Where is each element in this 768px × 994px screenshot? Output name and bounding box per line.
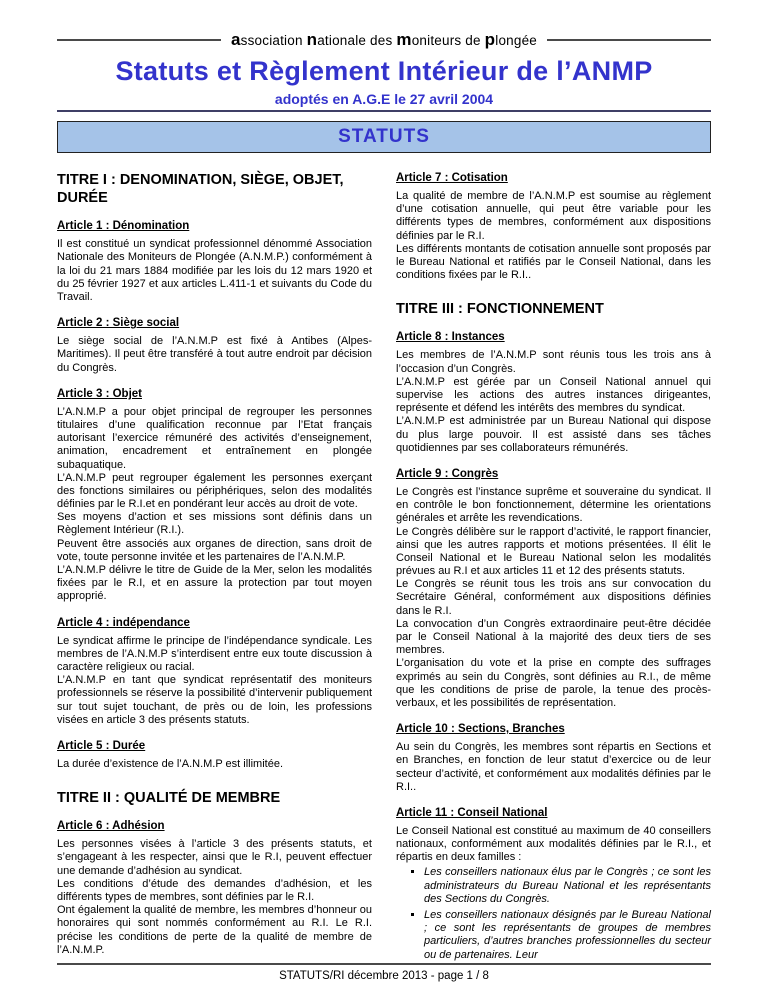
article-heading: Article 10 : Sections, Branches: [396, 723, 565, 736]
paragraph: [396, 825, 711, 865]
paragraph-line: Peuvent être associés aux organes de direction, sans droit de vote, toute personne invitée et les partenaires de l’A.N.M.P.: [57, 537, 372, 563]
article-heading: Article 7 : Cotisation: [396, 172, 508, 184]
paragraph-line: La convocation d’un Congrès extraordinaire peut-être décidée par le Conseil National à la majorité des deux tiers de ses membres.: [396, 617, 711, 657]
right-column: [396, 169, 711, 965]
paragraph: [396, 190, 711, 282]
paragraph-line: Il est constitué un syndicat professionnel dénommé Association Nationale des Moniteurs de Plongée (A.N.M.P.) conformément à la loi du 21 mars 1884 modifiée par les lois du 12 mars 1920 et du 25 février 1927 et aux articles L.411-1 et suivants du Code du Travail.: [57, 238, 372, 303]
bullet-list: [396, 866, 711, 961]
paragraph-line: L’A.N.M.P peut regrouper également les personnes exerçant des fonctions similaires ou périphériques, selon des modalités définies par le R.I.et en pondérant leur accès au droit de vote.: [57, 471, 372, 511]
org-lead-letter: n: [306, 30, 318, 49]
paragraph-line: Les membres de l’A.N.M.P sont réunis tous les trois ans à l’occasion d’un Congrès.: [396, 349, 711, 375]
paragraph-line: Le Conseil National est constitué au maximum de 40 conseillers nationaux, conformément aux modalités définies par le R.I., et répartis en deux familles :: [396, 824, 711, 864]
article-heading: Article 4 : indépendance: [57, 616, 190, 629]
org-lead-letter: a: [230, 30, 241, 49]
paragraph-line: L’A.N.M.P délivre le titre de Guide de la Mer, selon les modalités fixées par le R.I, et en assure la protection par tout moyen approprié.: [57, 564, 372, 603]
paragraph-line: Le Congrès délibère sur le rapport d’activité, le rapport financier, ainsi que les autres rapports et motions présentées. Il élit le Conseil National et le Bureau National selon les modalités prévues au R.I et aux articles 11 et 12 des présents statuts.: [396, 525, 711, 578]
page-footer: [57, 963, 711, 982]
subtitle-rule: [57, 91, 711, 112]
paragraph-line: L’organisation du vote et la prise en compte des suffrages exprimés au sein du Congrès, sont définies au R.I., de même que les conditions de prise de parole, la tenue des procès-verbaux, et les possibilités de représentation.: [396, 657, 711, 709]
paragraph-line: Le Congrès se réunit tous les trois ans sur convocation du Secrétaire Général, conformément aux dispositions définies dans le R.I.: [396, 578, 711, 617]
footer-text: STATUTS/RI décembre 2013 - page 1 / 8: [279, 970, 489, 982]
paragraph-line: Les personnes visées à l’article 3 des présents statuts, et s’engageant à les respecter, ainsi que le R.I, peuvent effectuer une demande d’adhésion au syndicat.: [57, 838, 372, 877]
bullet-item: ▪ Les conseillers nationaux élus par le Congrès ; ce sont les administrateurs du Bureau National et les représentants des Sections du Congrès.: [424, 866, 711, 906]
org-lead-letter: p: [484, 30, 496, 49]
article-heading: Article 9 : Congrès: [396, 467, 499, 480]
org-lead-letter: m: [396, 30, 412, 49]
org-title: association nationale des moniteurs de plongée: [230, 30, 538, 49]
paragraph-line: Le siège social de l’A.N.M.P est fixé à Antibes (Alpes-Maritimes). Il peut être transféré à tout autre endroit par décision du Congrès.: [57, 335, 372, 374]
left-column: [57, 169, 372, 965]
paragraph-line: L’A.N.M.P est gérée par un Conseil National annuel qui supervise les actions des autres instances dirigeantes, représente et défend les intérêts des membres du syndicat.: [396, 375, 711, 415]
paragraph: [396, 349, 711, 455]
paragraph-line: Les différents montants de cotisation annuelle sont proposés par le Bureau National et ratifiés par le Conseil National, dans les conditions fixées par le R.I..: [396, 242, 711, 282]
article-heading: Article 5 : Durée: [57, 739, 146, 752]
paragraph: [57, 838, 372, 957]
paragraph-line: La qualité de membre de l’A.N.M.P est soumise au règlement d’une cotisation annuelle, qui peut être variable pour les différents types de membres, conformément aux dispositions définies par le R.I.: [396, 190, 711, 242]
article-heading: Article 6 : Adhésion: [57, 820, 165, 833]
org-rule-right: [547, 39, 711, 41]
org-line: [57, 30, 711, 50]
article-heading: Article 8 : Instances: [396, 331, 505, 344]
paragraph-line: L’A.N.M.P a pour objet principal de regrouper les personnes titulaires d’une qualification reconnue par l’Etat français autorisant l’exercice rémunéré des activités d’enseignement, animation, encadrement et entraînement en plongée subaquatique.: [57, 405, 372, 471]
paragraph-line: Les conditions d’étude des demandes d’adhésion, et les différents types de membres, sont définies par le R.I.: [57, 877, 372, 903]
title-heading: TITRE II : QUALITÉ DE MEMBRE: [57, 790, 281, 807]
paragraph: [57, 758, 372, 771]
content-columns: [57, 169, 711, 965]
paragraph-line: L’A.N.M.P en tant que syndicat représentatif des moniteurs professionnels se réserve la possibilité d’intervenir publiquement sur tout sujet touchant, de près ou de loin, les professions visées en article 3 des présents statuts.: [57, 674, 372, 726]
paragraph-line: L’A.N.M.P est administrée par un Bureau National qui dispose du plus large pouvoir. Il est assisté dans ses tâches quotidiennes par ses collaborateurs rémunérés.: [396, 415, 711, 454]
paragraph: [57, 406, 372, 604]
paragraph: [57, 335, 372, 375]
org-rule-left: [57, 39, 221, 41]
paragraph: [57, 635, 372, 727]
article-heading: Article 11 : Conseil National: [396, 806, 548, 819]
paragraph-line: Ont également la qualité de membre, les membres d’honneur ou honoraires qui sont nommés conformément au R.I. Le R.I. précise les conditions de perte de la qualité de membre de l’A.N.M.P.: [57, 904, 372, 956]
article-heading: Article 2 : Siège social: [57, 317, 180, 330]
article-heading: Article 3 : Objet: [57, 387, 142, 400]
paragraph-line: Au sein du Congrès, les membres sont répartis en Sections et en Branches, en fonction de leur statut d’exercice ou de leur secteur d’activité, et conformément aux modalités définies par le R.I..: [396, 741, 711, 793]
statuts-banner: [57, 121, 711, 153]
document-header: [57, 30, 711, 112]
paragraph: [396, 741, 711, 794]
paragraph-line: Le syndicat affirme le principe de l’indépendance syndicale. Les membres de l’A.N.M.P s’interdisent entre eux toute discussion à caractère religieux ou racial.: [57, 634, 372, 673]
paragraph: [57, 238, 372, 304]
banner-label: STATUTS: [338, 126, 430, 147]
paragraph-line: Le Congrès est l’instance suprême et souveraine du syndicat. Il en contrôle le bon fonctionnement, détermine les orientations générales et arrête les revendications.: [396, 485, 711, 525]
paragraph-line: Ses moyens d’action et ses missions sont définis dans un Règlement Intérieur (R.I.).: [57, 511, 372, 537]
subtitle: adoptés en A.G.E le 27 avril 2004: [274, 91, 494, 107]
title-heading: TITRE III : FONCTIONNEMENT: [396, 301, 604, 318]
title-heading: TITRE I : DENOMINATION, SIÈGE, OBJET, DURÉE: [57, 172, 344, 207]
paragraph-line: La durée d’existence de l’A.N.M.P est illimitée.: [57, 757, 284, 770]
paragraph: [396, 486, 711, 710]
main-title: Statuts et Règlement Intérieur de l’ANMP: [115, 56, 653, 86]
article-heading: Article 1 : Dénomination: [57, 220, 190, 233]
bullet-item: ▪ Les conseillers nationaux désignés par le Bureau National ; ce sont les représentants de groupes de membres particuliers, d’autres branches professionnelles du secteur ou de partenaires. Leur: [424, 909, 711, 962]
